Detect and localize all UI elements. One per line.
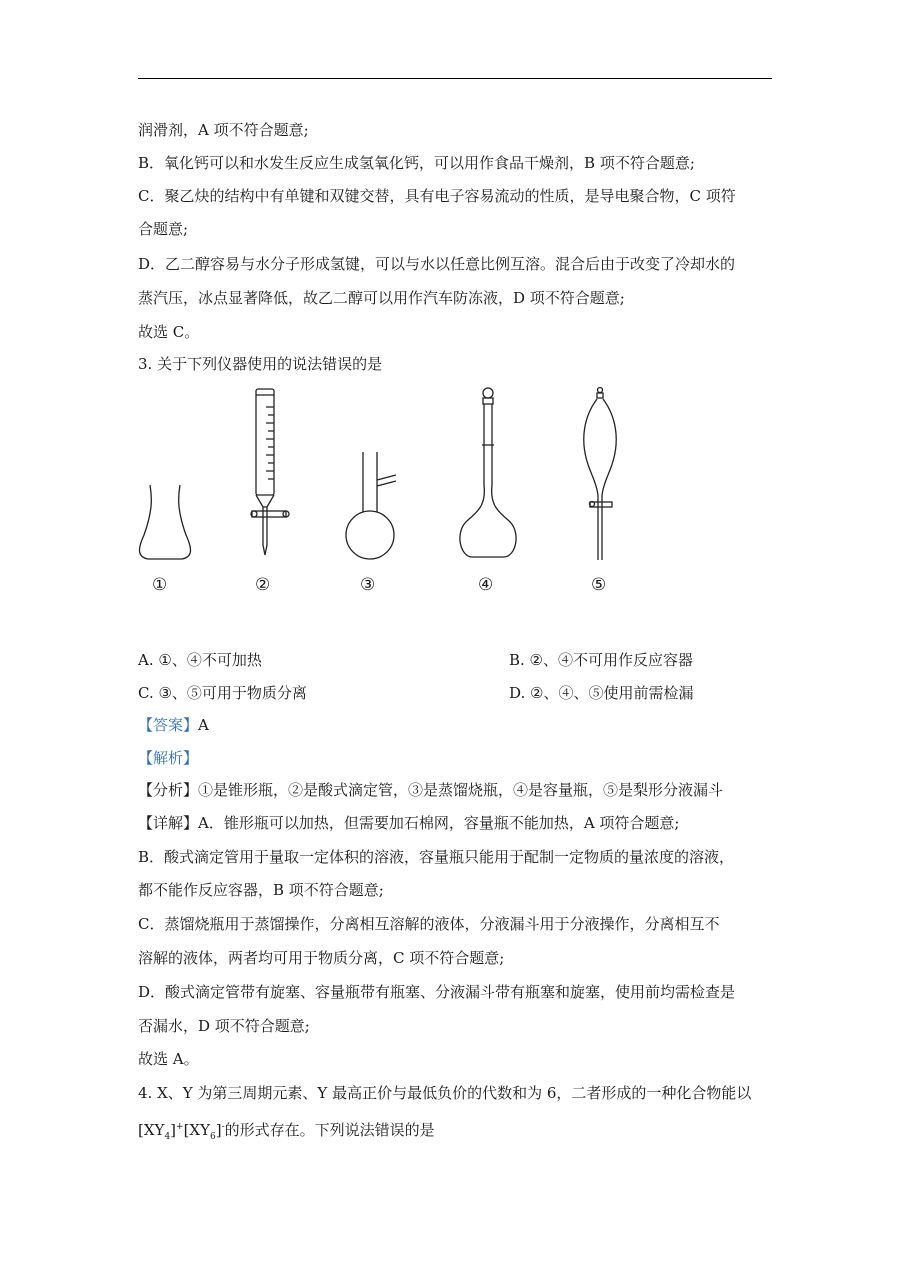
text-line: C．蒸馏烧瓶用于蒸馏操作，分离相互溶解的液体，分液漏斗用于分液操作，分离相互不 [138,915,720,933]
option-b: B. ②、④不可用作反应容器 [509,651,694,669]
separatory-funnel-icon [584,388,616,561]
text-line: 否漏水，D 项不符合题意; [138,1017,310,1035]
formula-part: [XY [138,1121,165,1139]
text-line: D．乙二醇容易与水分子形成氢键，可以与水以任意比例互溶。混合后由于改变了冷却水的 [138,255,736,273]
text-line: 润滑剂，A 项不符合题意; [138,121,309,139]
formula-part: ] [215,1121,222,1139]
formula-sup: + [176,1122,184,1132]
text-line: 故选 A。 [138,1050,199,1068]
question-4-formula-line [138,1117,435,1147]
formula-part: [XY [183,1121,211,1139]
volumetric-flask-icon [460,388,516,557]
text-line: 蒸汽压，冰点显著降低，故乙二醇可以用作汽车防冻液，D 项不符合题意; [138,289,625,307]
analysis-tag: 【解析】 [138,749,199,767]
formula-sub: 6 [210,1132,216,1142]
answer-tag: 【答案】 [138,716,199,734]
question-3-stem: 3. 关于下列仪器使用的说法错误的是 [138,355,383,373]
text-line: 都不能作反应容器，B 项不符合题意; [138,881,384,899]
formula-part: ] [170,1121,177,1139]
option-c: C. ③、⑤可用于物质分离 [138,684,307,702]
conical-flask-icon [139,485,190,559]
text-line: B．氧化钙可以和水发生反应生成氢氧化钙，可以用作食品干燥剂，B 项不符合题意; [138,154,695,172]
answer-value: A [198,716,209,734]
formula-sup: - [221,1122,225,1132]
question-4-stem: 4. X、Y 为第三周期元素、Y 最高正价与最低负价的代数和为 6，二者形成的一种化合物能以 [138,1084,752,1102]
text-line: D．酸式滴定管带有旋塞、容量瓶带有瓶塞、分液漏斗带有瓶塞和旋塞，使用前均需检查是 [138,983,736,1001]
header-rule [138,78,772,79]
apparatus-figure [130,385,650,600]
text-line: 溶解的液体，两者均可用于物质分离，C 项不符合题意; [138,949,505,967]
option-a: A. ①、④不可加热 [138,651,262,669]
distillation-flask-icon [346,452,396,559]
text-line: 合题意; [138,220,189,238]
label-4: ④ [478,575,494,595]
text-line: C．聚乙炔的结构中有单键和双键交替，具有电子容易流动的性质，是导电聚合物，C 项符 [138,187,736,205]
formula-sub: 4 [164,1132,171,1142]
burette-icon [251,389,289,555]
text-line: 【分析】①是锥形瓶，②是酸式滴定管，③是蒸馏烧瓶，④是容量瓶，⑤是梨形分液漏斗 [138,781,724,799]
answer-line [138,715,209,735]
text-line: 故选 C。 [138,323,200,341]
text-line: B．酸式滴定管用于量取一定体积的溶液，容量瓶只能用于配制一定物质的量浓度的溶液， [138,848,735,866]
option-d: D. ②、④、⑤使用前需检漏 [509,684,694,702]
label-5: ⑤ [591,575,607,595]
label-3: ③ [360,575,376,595]
text-line: 【详解】A．锥形瓶可以加热，但需要加石棉网，容量瓶不能加热，A 项符合题意; [138,814,680,832]
label-1: ① [152,575,168,595]
label-2: ② [255,575,271,595]
formula-tail: 的形式存在。下列说法错误的是 [224,1121,435,1139]
